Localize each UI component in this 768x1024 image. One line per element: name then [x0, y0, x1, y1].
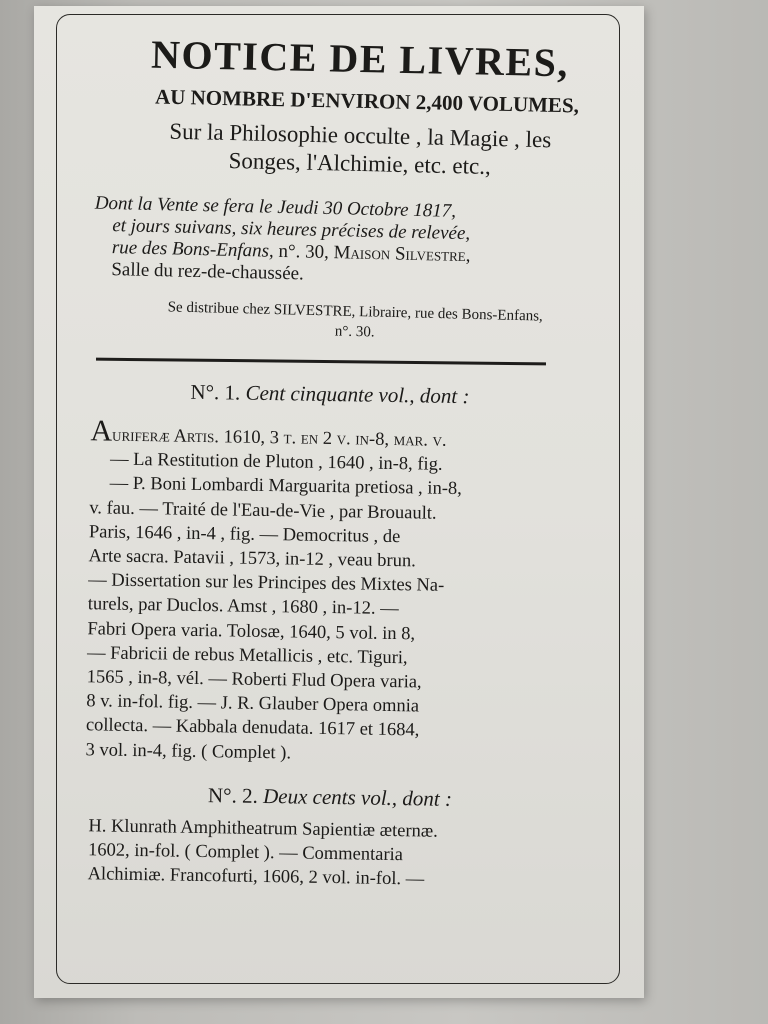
lot-line: turels, par Duclos. Amst , 1680 , in-12. —: [87, 594, 399, 620]
lot-line: — La Restitution de Pluton , 1640 , in-8, fig.: [109, 449, 443, 475]
lot-line: — Fabricii de rebus Metallicis , etc. Tiguri,: [86, 643, 408, 669]
lot-line: 8 v. in-fol. fig. — J. R. Glauber Opera omnia: [86, 691, 420, 717]
sale-house: Maison Silvestre,: [333, 242, 471, 267]
lot-number: N°. 2.: [207, 782, 259, 808]
lot-line: Arte sacra. Patavii , 1573, in-12 , veau brun.: [88, 546, 416, 572]
lot-line: collecta. — Kabbala denudata. 1617 et 1684,: [85, 715, 420, 741]
book-page: [34, 6, 644, 998]
lot-heading-1: [90, 377, 570, 411]
lot-line: 3 vol. in-4, fig. ( Complet ).: [85, 739, 292, 764]
drop-cap: A: [90, 414, 113, 448]
lot-line: — P. Boni Lombardi Marguarita pretiosa , in-8,: [109, 473, 462, 500]
topic-line: Sur la Philosophie occulte , la Magie , les: [169, 118, 552, 153]
sale-line: Dont la Vente se fera le Jeudi 30 Octobre 1817,: [94, 192, 457, 222]
section-divider: [96, 358, 546, 366]
lot-line: 1602, in-fol. ( Complet ). — Commentaria: [87, 840, 404, 866]
sale-street-number: n°. 30,: [273, 240, 334, 264]
lot-entry-2: [87, 814, 568, 894]
lot-heading-2: [90, 780, 570, 814]
sale-line: Salle du rez-de-chaussée.: [111, 259, 305, 285]
lot-number: N°. 1.: [190, 379, 241, 405]
lot-heading-text: Deux cents vol., dont :: [262, 783, 453, 811]
lot-line: v. fau. — Traité de l'Eau-de-Vie , par Brouault.: [89, 497, 437, 524]
lot-line: H. Klunrath Amphitheatrum Sapientiæ æternæ.: [88, 816, 438, 842]
lot-heading-text: Cent cinquante vol., dont :: [245, 380, 470, 409]
topic-description: [89, 116, 630, 184]
lot-line: Auriferæ Artis. 1610, 3 t. en 2 v. in-8, mar. v.: [90, 414, 447, 451]
topic-line: Songes, l'Alchimie, etc. etc.,: [228, 148, 492, 179]
lot-line: Alchimiæ. Francofurti, 1606, 2 vol. in-fol. —: [87, 864, 425, 890]
lot-line: — Dissertation sur les Principes des Mixtes Na-: [88, 570, 445, 597]
distribution-line: Se distribue chez SILVESTRE, Libraire, rue des Bons-Enfans,: [167, 299, 543, 325]
lot-line: Paris, 1646 , in-4 , fig. — Democritus , de: [88, 522, 401, 547]
lot-line: Fabri Opera varia. Tolosæ, 1640, 5 vol. in 8,: [87, 618, 416, 644]
sale-street: rue des Bons-Enfans,: [111, 237, 275, 262]
sale-line: et jours suivans, six heures précises de relevée,: [112, 215, 471, 245]
distribution-note: [90, 296, 621, 349]
lot-line: 1565 , in-8, vél. — Roberti Flud Opera varia,: [86, 667, 422, 693]
volume-count-subtitle: AU NOMBRE D'ENVIRON 2,400 VOLUMES,: [154, 84, 580, 118]
page-content: [85, 31, 630, 890]
lot-entry-1: [85, 414, 570, 769]
page-title: NOTICE DE LIVRES,: [150, 31, 570, 86]
distribution-line: n°. 30.: [334, 323, 375, 341]
sale-announcement: [93, 193, 565, 292]
